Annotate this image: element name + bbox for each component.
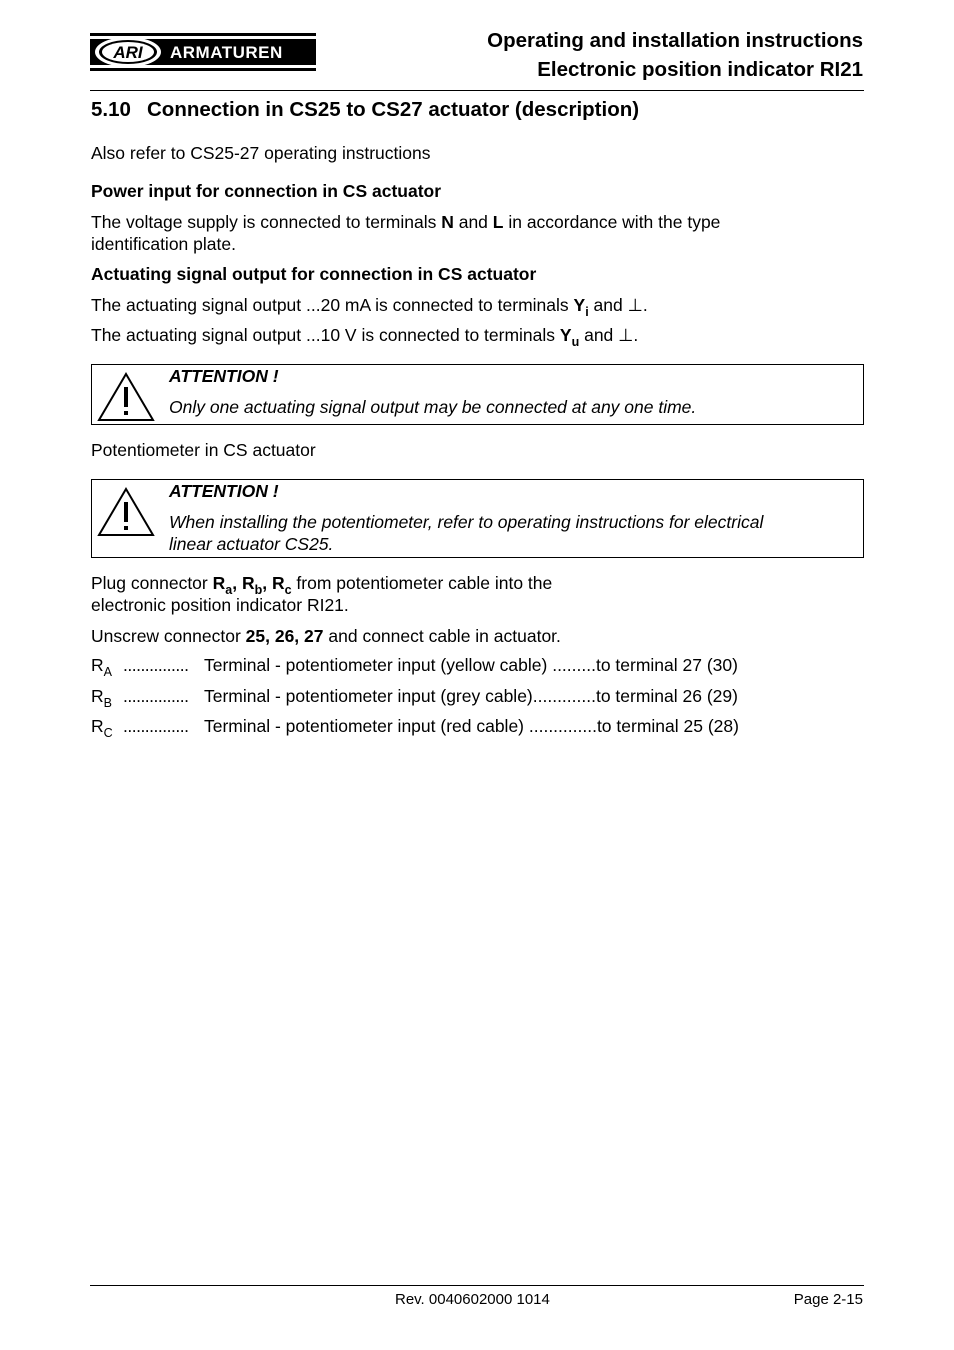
header-title-line1: Operating and installation instructions [487, 29, 863, 52]
terminal-symbol [91, 686, 112, 710]
terminal-l: L [492, 212, 504, 232]
terminal-r: R [91, 655, 104, 675]
leader-dots: ............... [123, 716, 189, 736]
unscrew-text-a: Unscrew connector [91, 626, 246, 646]
attention-text [169, 511, 849, 555]
terminal-symbol [91, 716, 113, 740]
power-heading: Power input for connection in CS actuator [91, 181, 442, 201]
terminal-r: R [91, 716, 104, 736]
leader-dots: ............... [123, 655, 189, 675]
terminal-description: Terminal - potentiometer input (yellow cable) .........to terminal 27 (30) [204, 655, 738, 675]
warning-icon [97, 371, 155, 423]
power-text-b: and [453, 212, 493, 232]
terminal-y: Y [573, 295, 586, 315]
terminal-y-sub-u: u [571, 335, 580, 349]
attention-text-line1: When installing the potentiometer, refer to operating instructions for electrical [169, 512, 764, 532]
revision-number: Rev. 0040602000 1014 [395, 1291, 550, 1308]
terminal-description: Terminal - potentiometer input (red cable) ..............to terminal 25 (28) [204, 716, 739, 736]
terminal-r-sub-a: a [225, 583, 233, 597]
unscrew-text [91, 625, 561, 647]
attention-box-2 [91, 479, 864, 558]
power-text [91, 211, 831, 255]
terminal-sub: B [103, 696, 112, 710]
terminal-r: R [212, 573, 226, 593]
terminal-r-sub-c: c [284, 583, 292, 597]
potentiometer-label: Potentiometer in CS actuator [91, 440, 316, 460]
signal-line1-a: The actuating signal output ...20 mA is connected to terminals [91, 295, 574, 315]
power-text-d: identification plate. [91, 234, 236, 254]
separator: , [232, 573, 242, 593]
page-number: Page 2-15 [793, 1291, 863, 1308]
footer-divider [90, 1285, 864, 1286]
section-number: 5.10 [91, 98, 131, 121]
terminal-r: R [91, 686, 104, 706]
intro-text: Also refer to CS25-27 operating instructions [91, 143, 431, 163]
svg-text:ARI: ARI [113, 43, 143, 62]
signal-line2-a: The actuating signal output ...10 V is connected to terminals [91, 325, 560, 345]
unscrew-text-b: and connect cable in actuator. [323, 626, 561, 646]
header-divider [90, 90, 864, 91]
terminal-sub: C [103, 726, 113, 740]
attention-title: ATTENTION ! [169, 481, 279, 501]
signal-line1-b: and ⊥. [588, 295, 648, 315]
section-title: Connection in CS25 to CS27 actuator (description) [147, 98, 640, 121]
plug-text-line2: electronic position indicator RI21. [91, 595, 349, 615]
attention-title: ATTENTION ! [169, 366, 279, 386]
signal-line-voltage [91, 324, 639, 349]
attention-text: Only one actuating signal output may be connected at any one time. [169, 397, 697, 417]
section-heading [91, 98, 639, 122]
warning-icon [97, 486, 155, 538]
terminal-row-a [91, 655, 811, 679]
svg-text:ARMATUREN: ARMATUREN [170, 43, 283, 62]
terminal-y: Y [559, 325, 572, 345]
plug-connector-text [91, 572, 552, 616]
document-header-titles [487, 26, 863, 84]
terminal-r: R [271, 573, 285, 593]
separator: , [262, 573, 272, 593]
terminal-row-b [91, 686, 811, 710]
connector-numbers: 25, 26, 27 [245, 626, 324, 646]
header-title-line2: Electronic position indicator RI21 [537, 58, 863, 81]
attention-text-line2: linear actuator CS25. [169, 534, 334, 554]
signal-line-current [91, 294, 648, 319]
terminal-n: N [441, 212, 454, 232]
power-text-a: The voltage supply is connected to terminals [91, 212, 442, 232]
signal-line2-b: and ⊥. [579, 325, 639, 345]
plug-text-b: from potentiometer cable into the [291, 573, 553, 593]
signal-heading: Actuating signal output for connection in CS actuator [91, 264, 537, 284]
terminal-row-c [91, 716, 811, 740]
terminal-sub: A [103, 665, 112, 679]
terminal-description: Terminal - potentiometer input (grey cable).............to terminal 26 (29) [204, 686, 738, 706]
power-text-c: in accordance with the type [503, 212, 721, 232]
terminal-symbol [91, 655, 112, 679]
attention-box-1 [91, 364, 864, 425]
terminal-r: R [241, 573, 255, 593]
terminal-r-sub-b: b [254, 583, 263, 597]
terminal-y-sub-i: i [585, 305, 589, 319]
leader-dots: ............... [123, 686, 189, 706]
ari-armaturen-logo [90, 33, 316, 71]
plug-text-a: Plug connector [91, 573, 213, 593]
